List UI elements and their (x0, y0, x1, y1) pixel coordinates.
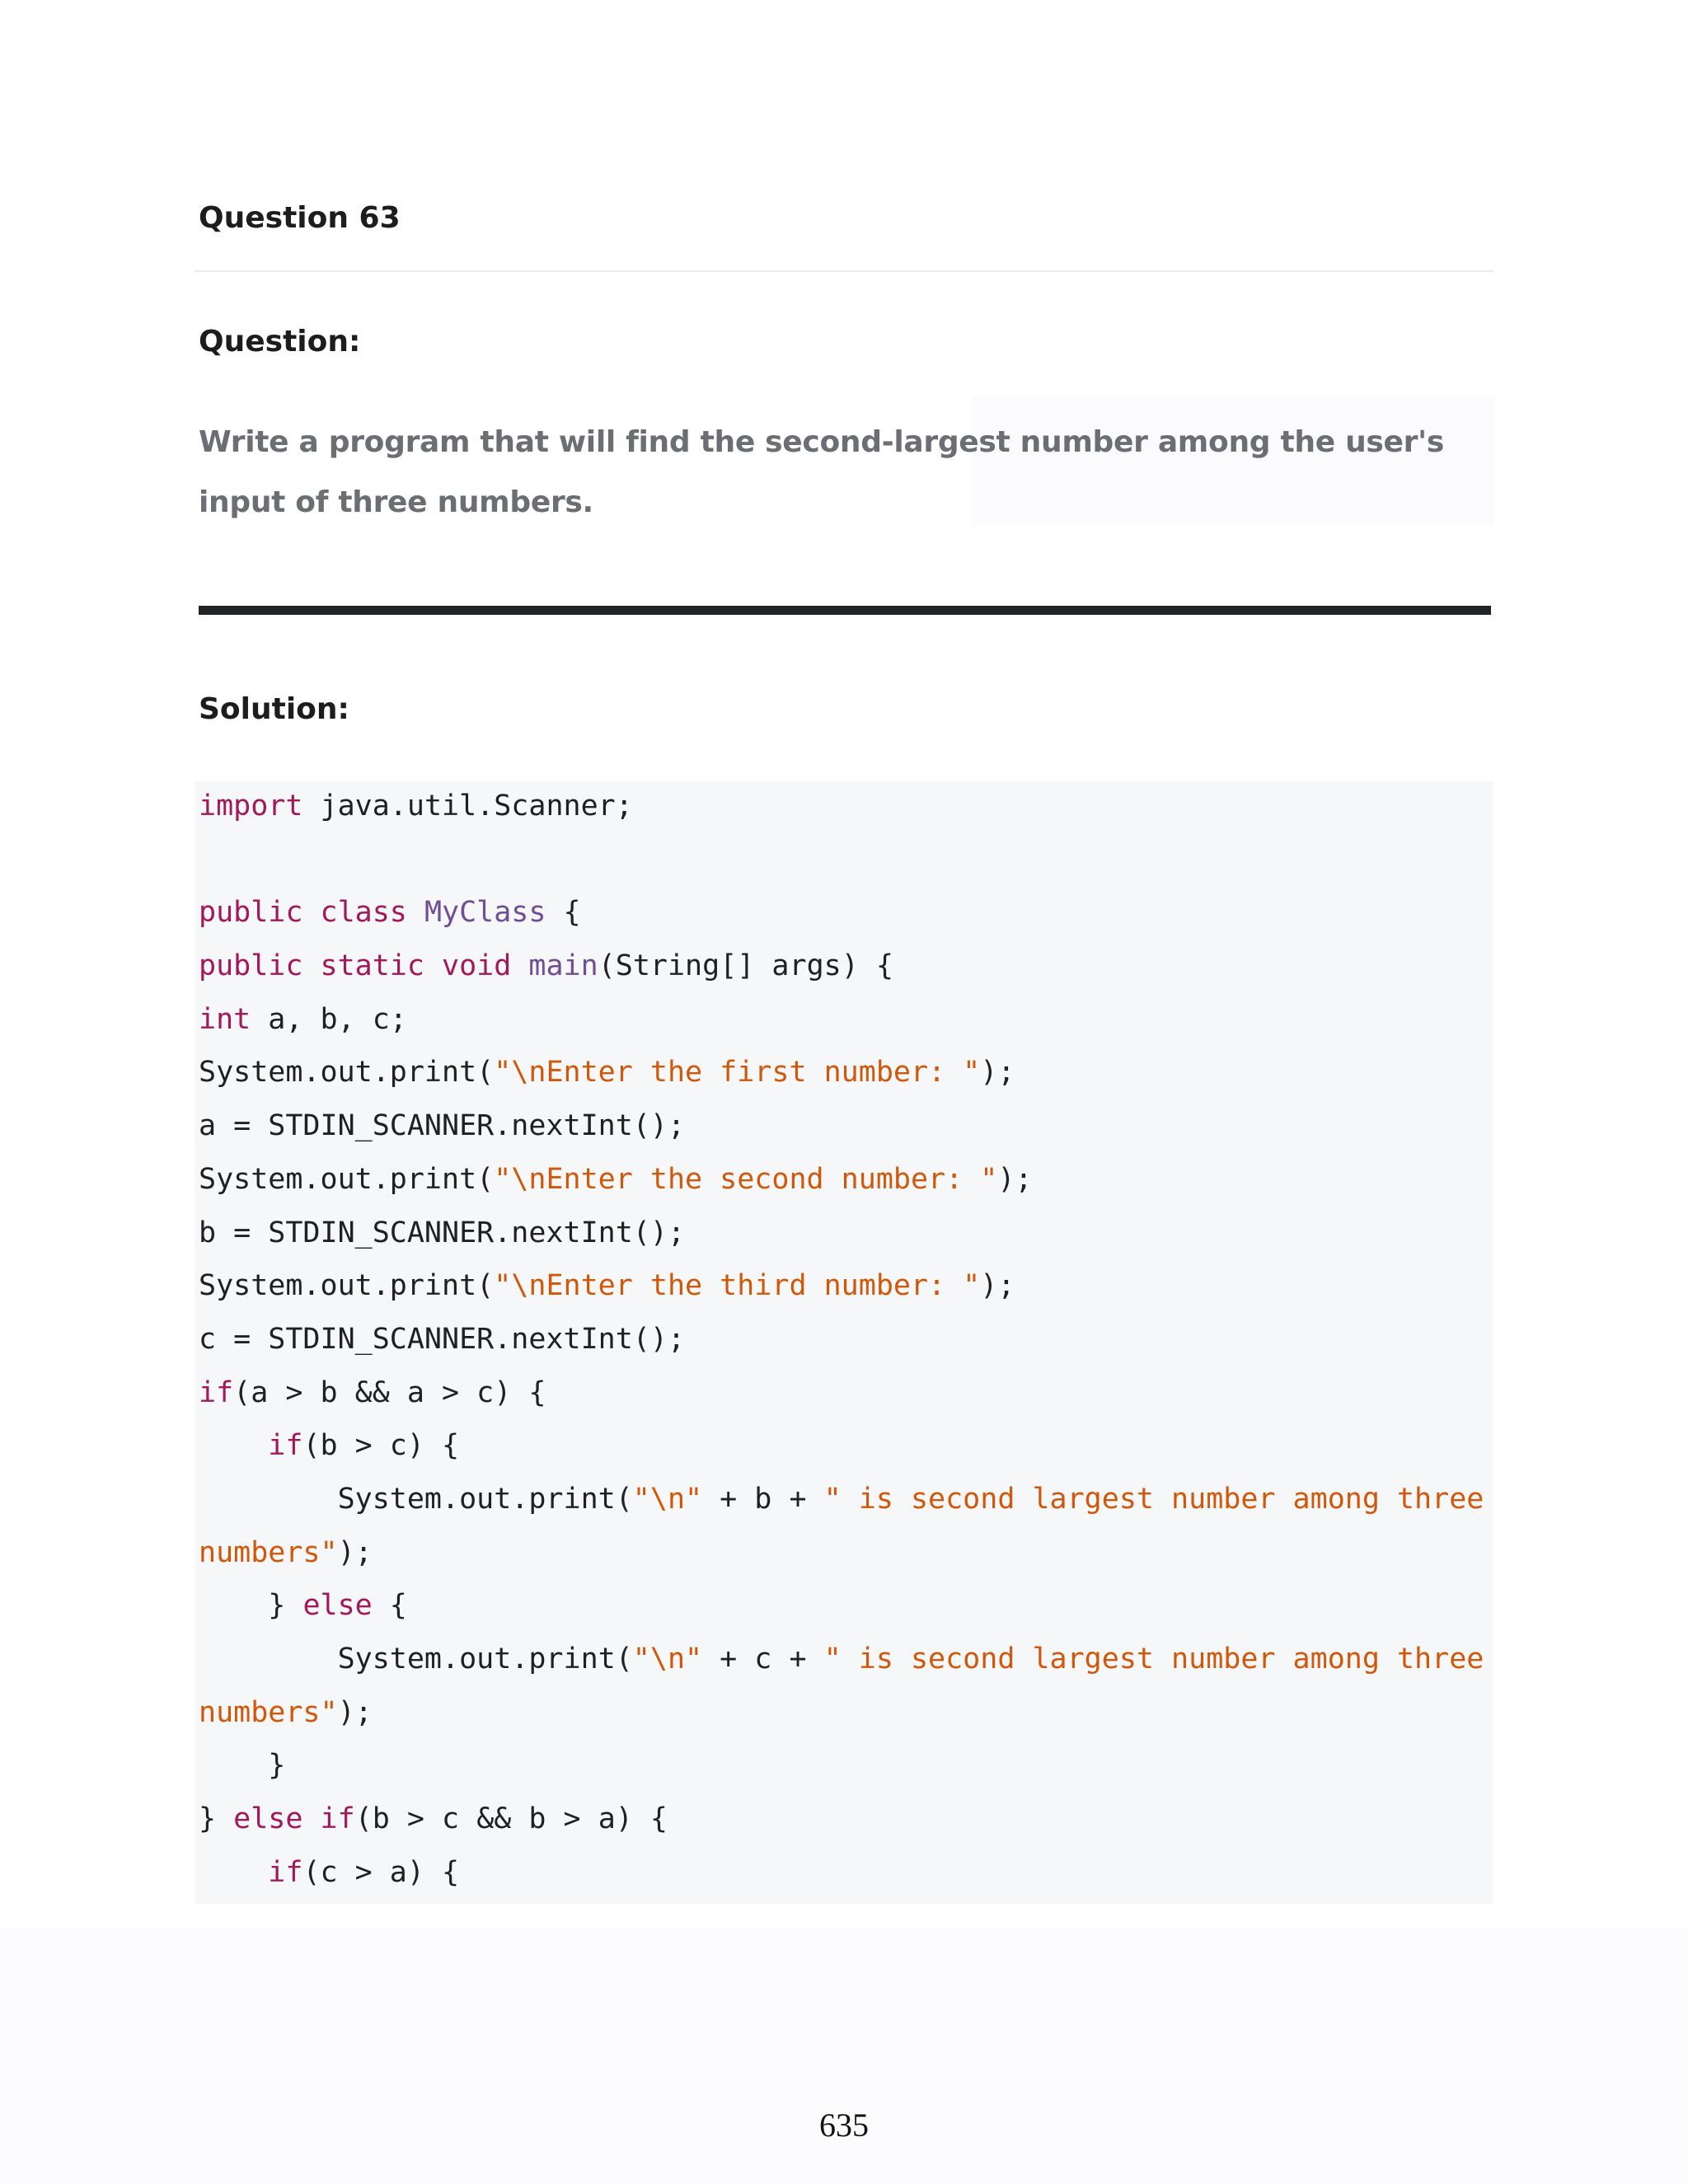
code-line (199, 1046, 1484, 1099)
code-token: else (302, 1589, 373, 1623)
code-line (199, 1099, 1484, 1153)
code-line (199, 1153, 1484, 1207)
code-token: void (442, 949, 512, 983)
code-token (407, 896, 424, 929)
code-token: } (199, 1802, 234, 1836)
code-token: " is second largest number among three (823, 1482, 1484, 1516)
code-token: System.out.print( (199, 1056, 495, 1090)
code-token: b = STDIN_SCANNER.nextInt(); (199, 1216, 686, 1249)
code-line (199, 1739, 1484, 1793)
code-line (199, 780, 1484, 833)
code-token: "\nEnter the third number: " (494, 1269, 981, 1303)
code-line (199, 886, 1484, 940)
page-number: 635 (819, 2107, 869, 2144)
section-divider (199, 606, 1491, 615)
code-token (302, 949, 320, 982)
code-token: java.util.Scanner; (302, 790, 633, 823)
code-token: } (199, 1589, 303, 1623)
code-token: numbers" (199, 1695, 338, 1729)
question-text: Write a program that will find the second-largest number among the user's input of three numbers. (199, 425, 1444, 519)
code-token (424, 949, 442, 982)
code-line (199, 1366, 1484, 1420)
code-token: "\n" (632, 1482, 703, 1516)
code-token: MyClass (424, 896, 546, 930)
code-token (199, 1429, 268, 1462)
code-token: if (320, 1802, 355, 1836)
code-token: a, b, c; (251, 1002, 407, 1036)
code-token: public (199, 949, 303, 983)
code-token (199, 1856, 268, 1889)
code-token: c = STDIN_SCANNER.nextInt(); (199, 1322, 686, 1356)
code-token: if (199, 1376, 234, 1409)
code-token: numbers" (199, 1535, 338, 1569)
code-token (302, 896, 320, 929)
page-footer-area (0, 1929, 1688, 2184)
heading-divider (195, 270, 1493, 272)
code-token: + b + (702, 1482, 824, 1516)
code-token: ); (980, 1269, 1015, 1303)
code-line (199, 1207, 1484, 1260)
code-token: System.out.print( (199, 1482, 633, 1516)
code-token: "\nEnter the first number: " (494, 1056, 981, 1090)
code-line (199, 1313, 1484, 1366)
code-token: if (268, 1855, 303, 1889)
code-token: + c + (702, 1643, 824, 1675)
code-token: System.out.print( (199, 1643, 633, 1675)
code-token: ); (980, 1056, 1015, 1090)
code-token: (c > a) { (302, 1855, 460, 1889)
code-token: int (199, 1002, 251, 1036)
code-line (199, 1846, 1484, 1900)
code-token: "\n" (632, 1643, 703, 1675)
code-line (199, 1526, 1484, 1580)
code-line (199, 1793, 1484, 1846)
code-token: { (546, 896, 581, 930)
code-listing (199, 780, 1484, 1899)
code-token: import (199, 790, 303, 823)
code-token: (b > c && b > a) { (354, 1802, 668, 1836)
code-line (199, 993, 1484, 1047)
code-token: System.out.print( (199, 1269, 495, 1303)
code-token: } (199, 1749, 286, 1783)
code-line (199, 1419, 1484, 1473)
code-line (199, 1686, 1484, 1740)
code-line (199, 940, 1484, 993)
code-token: else (233, 1802, 303, 1836)
question-label: Question: (199, 325, 361, 359)
code-token: System.out.print( (199, 1162, 495, 1196)
code-line (199, 1473, 1484, 1526)
question-number-heading: Question 63 (199, 201, 401, 235)
solution-label: Solution: (199, 692, 349, 726)
code-token: main (528, 949, 598, 983)
code-token: (String[] args) { (598, 949, 893, 983)
code-token: static (320, 949, 424, 983)
code-token: a = STDIN_SCANNER.nextInt(); (199, 1109, 686, 1143)
code-line (199, 1633, 1484, 1686)
code-token: ); (337, 1535, 373, 1569)
code-token: (b > c) { (302, 1429, 460, 1463)
code-token: if (268, 1429, 303, 1463)
code-token: ); (337, 1695, 373, 1729)
code-line (199, 1579, 1484, 1633)
code-line (199, 833, 1484, 887)
code-token (302, 1802, 320, 1835)
code-line (199, 1259, 1484, 1313)
code-token: " is second largest number among three (823, 1643, 1484, 1675)
code-token: (a > b && a > c) { (233, 1376, 546, 1409)
code-token: class (320, 896, 407, 930)
code-token: ); (997, 1162, 1033, 1196)
code-token: "\nEnter the second number: " (494, 1162, 998, 1196)
code-token: { (372, 1589, 407, 1623)
code-token: public (199, 896, 303, 930)
code-token (511, 949, 528, 982)
